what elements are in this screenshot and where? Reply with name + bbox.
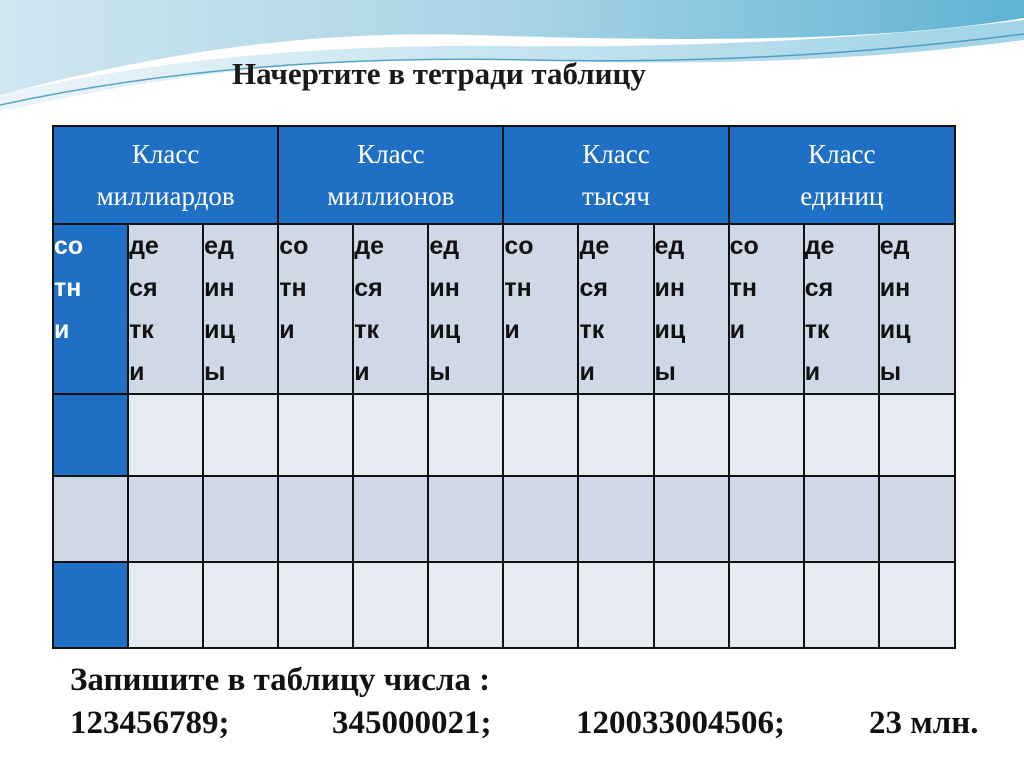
empty-cell: [654, 394, 729, 476]
rank-units-cell: [654, 224, 729, 394]
rank-syllable: ин: [204, 274, 235, 302]
class-thousands-cell: [503, 126, 728, 224]
class-label: Класс: [582, 139, 650, 169]
rank-syllable: тн: [54, 274, 82, 302]
empty-cell: [804, 476, 879, 562]
rank-syllable: и: [804, 358, 821, 386]
empty-cell: [353, 394, 428, 476]
rank-syllable: ся: [804, 274, 834, 302]
class-billions-cell: [53, 126, 278, 224]
rank-syllable: де: [354, 232, 385, 260]
class-name: миллионов: [327, 181, 455, 211]
rank-syllable: иц: [429, 316, 461, 344]
rank-syllable: и: [354, 358, 370, 386]
rank-syllable: и: [504, 316, 520, 344]
rank-syllable: иц: [879, 316, 911, 344]
rank-syllable: тк: [129, 316, 154, 344]
rank-syllable: и: [279, 316, 295, 344]
empty-cell: [729, 476, 804, 562]
empty-cell: [128, 476, 203, 562]
class-label: Класс: [808, 139, 876, 169]
empty-cell: [128, 394, 203, 476]
rank-syllable: ед: [879, 232, 910, 260]
class-name: миллиардов: [96, 181, 235, 211]
rank-tens-cell: [804, 224, 879, 394]
rank-syllable: тк: [579, 316, 605, 344]
rank-tens-cell: [128, 224, 203, 394]
rank-units-cell: [203, 224, 278, 394]
rank-syllable: и: [729, 316, 745, 344]
rank-syllable: ся: [354, 274, 383, 302]
class-name: тысяч: [582, 181, 650, 211]
rank-syllable: и: [129, 358, 145, 386]
task-instruction: Запишите в таблицу числа :: [70, 662, 491, 698]
class-label: Класс: [131, 139, 200, 169]
rank-syllable: ед: [654, 232, 685, 260]
page-title: Начертите в тетради таблицу: [232, 56, 646, 91]
empty-cell: [503, 476, 578, 562]
empty-cell: [278, 476, 353, 562]
rank-syllable: тк: [354, 316, 380, 344]
rank-syllable: ы: [879, 358, 902, 386]
class-header-row: [53, 126, 955, 224]
empty-cell: [804, 394, 879, 476]
rank-syllable: тн: [279, 274, 307, 302]
empty-cell: [578, 476, 653, 562]
rank-hundreds-cell: [503, 224, 578, 394]
rank-syllable: ед: [429, 232, 460, 260]
rank-syllable: иц: [654, 316, 686, 344]
class-millions-cell: [278, 126, 503, 224]
rank-syllable: ин: [429, 274, 460, 302]
rank-hundreds-cell: [53, 224, 128, 394]
rank-syllable: ы: [429, 358, 451, 386]
rank-syllable: и: [579, 358, 595, 386]
empty-cell: [503, 562, 578, 648]
empty-cell: [203, 476, 278, 562]
empty-cell: [879, 394, 955, 476]
empty-cell: [729, 394, 804, 476]
rank-syllable: ед: [204, 232, 234, 260]
empty-cell: [428, 476, 503, 562]
rank-syllable: де: [804, 232, 835, 260]
empty-cell: [428, 562, 503, 648]
empty-cell: [804, 562, 879, 648]
class-label: Класс: [357, 139, 425, 169]
number-item: 123456789;: [70, 705, 230, 741]
rank-units-cell: [879, 224, 955, 394]
class-name: единиц: [800, 181, 884, 211]
rank-syllable: тн: [504, 274, 532, 302]
empty-cell: [128, 562, 203, 648]
rank-tens-cell: [578, 224, 653, 394]
rank-syllable: ы: [654, 358, 676, 386]
empty-cell: [578, 562, 653, 648]
row-marker-cell: [53, 476, 128, 562]
rank-syllable: тк: [804, 316, 830, 344]
rank-hundreds-cell: [278, 224, 353, 394]
rank-syllable: тн: [729, 274, 757, 302]
rank-syllable: ся: [129, 274, 158, 302]
empty-cell: [353, 476, 428, 562]
rank-syllable: ин: [654, 274, 685, 302]
empty-cell: [503, 394, 578, 476]
rank-table: [52, 125, 956, 649]
rank-hundreds-cell: [729, 224, 804, 394]
rank-tens-cell: [353, 224, 428, 394]
empty-cell: [879, 562, 955, 648]
table-row: [53, 562, 955, 648]
empty-cell: [428, 394, 503, 476]
row-marker-cell: [53, 562, 128, 648]
empty-cell: [578, 394, 653, 476]
rank-units-cell: [428, 224, 503, 394]
rank-syllable: и: [54, 316, 70, 344]
table-row: [53, 476, 955, 562]
row-marker-cell: [53, 394, 128, 476]
rank-syllable: со: [729, 232, 759, 260]
table-row: [53, 394, 955, 476]
rank-syllable: со: [279, 232, 309, 260]
empty-cell: [353, 562, 428, 648]
rank-syllable: со: [54, 232, 84, 260]
number-item: 23 млн.: [869, 705, 979, 741]
empty-cell: [654, 562, 729, 648]
empty-cell: [278, 394, 353, 476]
empty-cell: [203, 394, 278, 476]
rank-syllable: де: [579, 232, 610, 260]
rank-syllable: иц: [204, 316, 235, 344]
rank-syllable: ин: [879, 274, 911, 302]
empty-cell: [203, 562, 278, 648]
empty-cell: [654, 476, 729, 562]
rank-header-row: [53, 224, 955, 394]
class-units-cell: [729, 126, 955, 224]
empty-cell: [729, 562, 804, 648]
rank-syllable: со: [504, 232, 534, 260]
rank-syllable: ы: [204, 358, 226, 386]
rank-syllable: де: [129, 232, 159, 260]
rank-syllable: ся: [579, 274, 608, 302]
number-item: 120033004506;: [576, 705, 785, 741]
empty-cell: [879, 476, 955, 562]
empty-cell: [278, 562, 353, 648]
number-item: 345000021;: [332, 705, 492, 741]
